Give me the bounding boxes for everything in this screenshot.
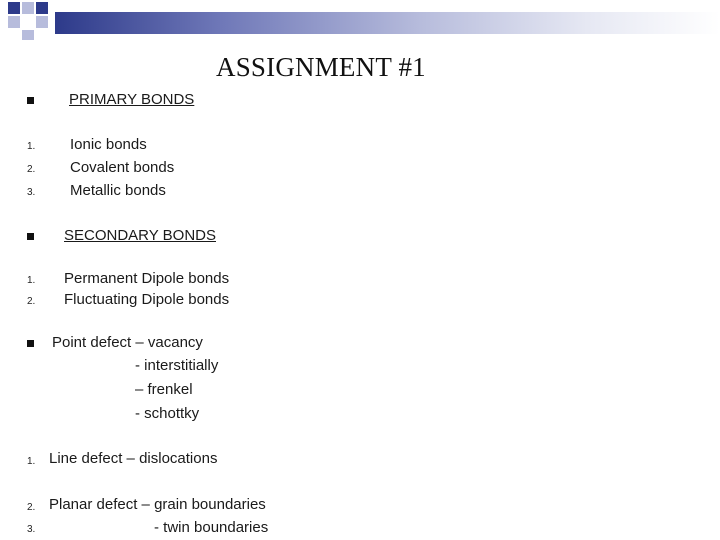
point-defect-line: – frenkel: [135, 381, 193, 398]
list-number: 1.: [27, 456, 36, 467]
list-item: Planar defect – grain boundaries: [49, 496, 266, 513]
list-item: Ionic bonds: [70, 136, 147, 153]
header-square: [22, 30, 34, 40]
header-gradient-bar: [55, 12, 720, 34]
bullet-icon: [27, 340, 34, 347]
list-item: - twin boundaries: [154, 519, 269, 536]
list-item: Line defect – dislocations: [49, 450, 218, 467]
slide-title: ASSIGNMENT #1: [216, 52, 426, 82]
secondary-heading: SECONDARY BONDS: [64, 227, 216, 244]
point-defect-line: - schottky: [135, 405, 200, 422]
list-item: Permanent Dipole bonds: [64, 270, 230, 287]
list-number: 2.: [27, 296, 36, 307]
primary-heading: PRIMARY BONDS: [69, 91, 195, 108]
header-square: [8, 16, 20, 28]
list-item: Covalent bonds: [70, 159, 175, 176]
header-square: [36, 2, 48, 14]
point-defect-line: - interstitially: [135, 357, 219, 374]
list-number: 3.: [27, 187, 36, 198]
point-defect-line: Point defect – vacancy: [52, 334, 203, 351]
header-decoration: [0, 0, 720, 40]
list-number: 2.: [27, 502, 36, 513]
header-square: [22, 2, 34, 14]
bullet-icon: [27, 233, 34, 240]
list-number: 1.: [27, 141, 36, 152]
list-item: Fluctuating Dipole bonds: [64, 291, 230, 308]
header-square: [36, 16, 48, 28]
list-item: Metallic bonds: [70, 182, 166, 199]
list-number: 2.: [27, 164, 36, 175]
header-square: [8, 2, 20, 14]
bullet-icon: [27, 97, 34, 104]
list-number: 1.: [27, 275, 36, 286]
list-number: 3.: [27, 524, 36, 535]
